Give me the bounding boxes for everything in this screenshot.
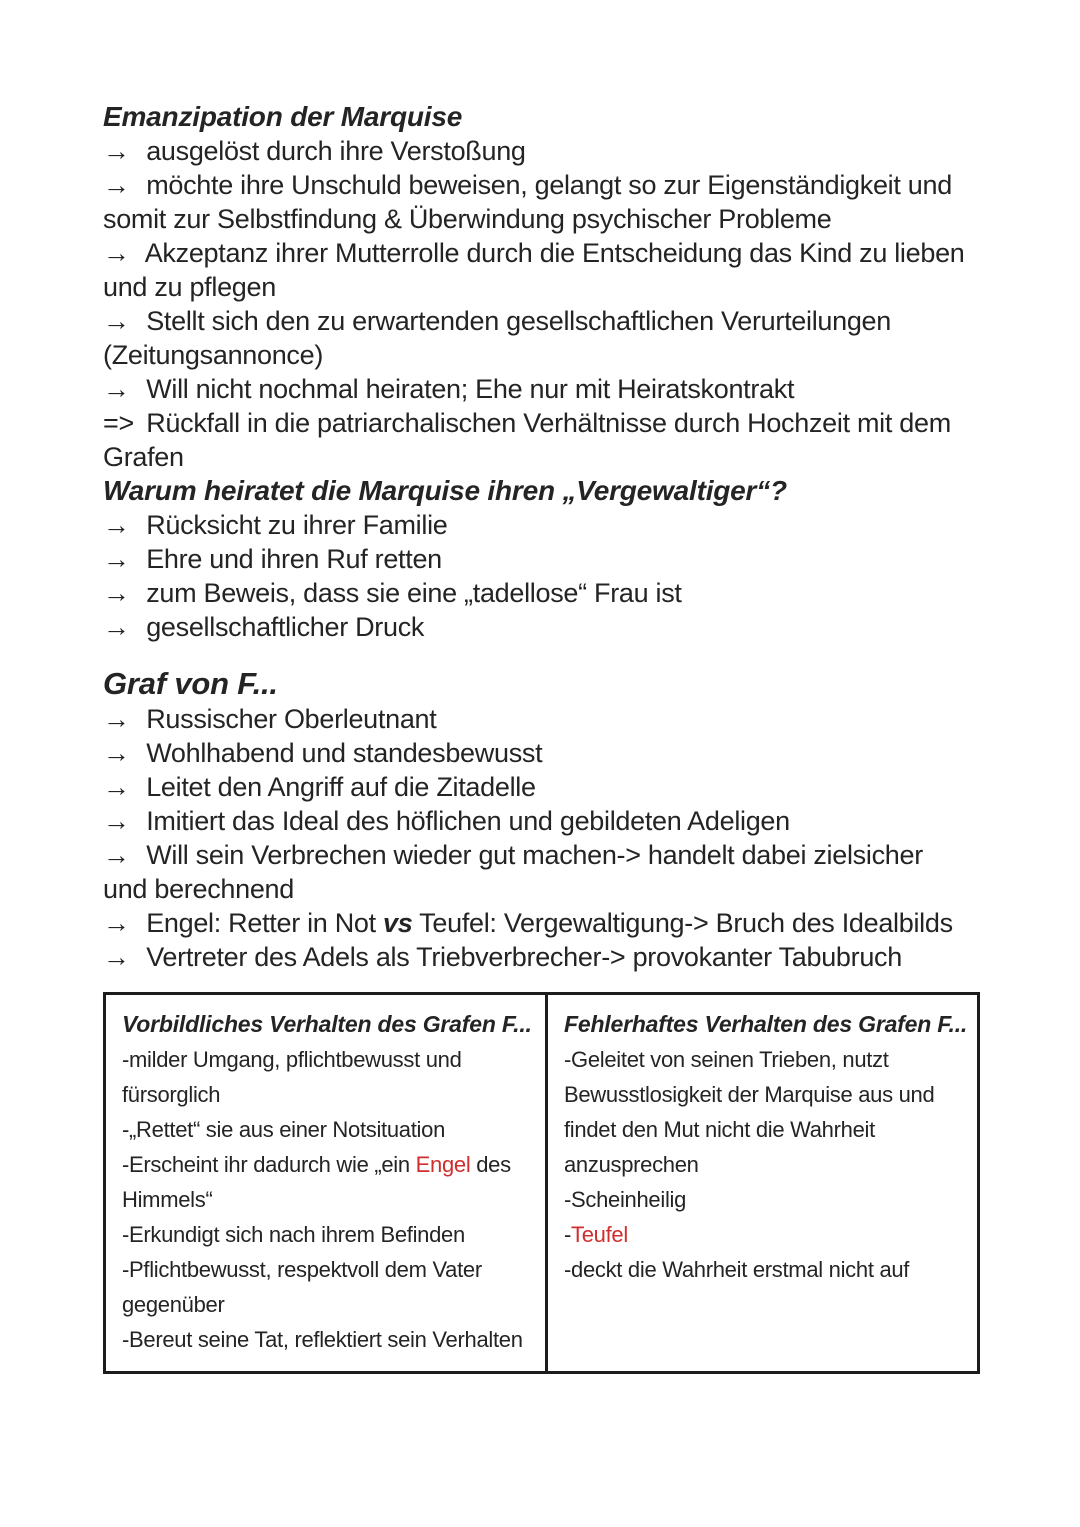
text-run: Leitet den Angriff auf die Zitadelle [146,772,536,802]
note-line [103,270,983,304]
table-cell-line [122,1182,529,1217]
highlight-red-text: Teufel [571,1222,628,1247]
text-run: somit zur Selbstfindung & Überwindung psychischer Probleme [103,204,832,234]
text-run: - [564,1222,572,1247]
note-line [103,406,983,440]
arrow-marker-icon: → [103,908,130,938]
note-line [103,202,983,236]
text-run: des [470,1152,511,1177]
arrow-marker-icon: → [103,806,130,836]
table-cell-line [564,1112,961,1147]
note-line [103,338,983,372]
note-line [103,804,983,838]
arrow-marker-icon: → [103,136,130,166]
table-cell-line [122,1217,529,1252]
note-line [103,304,983,338]
note-line [103,236,983,270]
table-cell-line [122,1287,529,1322]
arrow-marker-icon: → [103,170,130,200]
text-run: gegenüber [122,1292,225,1317]
table-cell-line [564,1217,961,1252]
arrow-marker-icon: → [103,510,130,540]
implies-marker-icon: => [103,408,134,438]
arrow-marker-icon: → [103,772,130,802]
text-run: (Zeitungsannonce) [103,340,324,370]
table-cell-line [122,1322,529,1357]
text-run: Will nicht nochmal heiraten; Ehe nur mit Heiratskontrakt [146,374,795,404]
text-run: -Pflichtbewusst, respektvoll dem Vater [122,1257,482,1282]
table-cell-line [122,1252,529,1287]
arrow-marker-icon: → [103,942,130,972]
arrow-marker-icon: → [103,374,130,404]
text-run: findet den Mut nicht die Wahrheit [564,1117,875,1142]
table-column-header: Vorbildliches Verhalten des Grafen F... [122,1011,532,1037]
comparison-table [103,992,980,1374]
text-run: Wohlhabend und standesbewusst [146,738,543,768]
text-run: gesellschaftlicher Druck [146,612,425,642]
table-cell-line [122,1147,529,1182]
text-run: möchte ihre Unschuld beweisen, gelangt so zur Eigenständigkeit und [146,170,952,200]
text-run: fürsorglich [122,1082,221,1107]
arrow-marker-icon: → [103,704,130,734]
arrow-marker-icon: → [103,238,130,268]
text-run: Vertreter des Adels als Triebverbrecher-> provokanter Tabubruch [146,942,902,972]
arrow-marker-icon: → [103,738,130,768]
text-run: -milder Umgang, pflichtbewusst und [122,1047,462,1072]
text-run: Russischer Oberleutnant [146,704,437,734]
text-run: und zu pflegen [103,272,276,302]
text-run: -Geleitet von seinen Trieben, nutzt [564,1047,889,1072]
table-row [105,994,979,1373]
note-line [103,702,983,736]
arrow-marker-icon: → [103,544,130,574]
table-cell-line [564,1077,961,1112]
table-column-exemplary-behavior [105,994,547,1373]
text-run: -Bereut seine Tat, reflektiert sein Verhalten [122,1327,523,1352]
table-cell-line [564,1042,961,1077]
text-run: Akzeptanz ihrer Mutterrolle durch die Entscheidung das Kind zu lieben [144,238,965,268]
note-line [103,736,983,770]
text-run: -deckt die Wahrheit erstmal nicht auf [564,1257,910,1282]
text-run: -Erscheint ihr dadurch wie „ein [122,1152,416,1177]
section-heading: Warum heiratet die Marquise ihren „Vergewaltiger“? [103,475,787,506]
text-run: Himmels“ [122,1187,213,1212]
text-run: Rückfall in die patriarchalischen Verhältnisse durch Hochzeit mit dem [146,408,951,438]
text-run: Will sein Verbrechen wieder gut machen-> handelt dabei zielsicher [146,840,923,870]
note-line [103,838,983,872]
section-heading: Graf von F... [103,666,278,701]
text-run: anzusprechen [564,1152,699,1177]
table-cell-line [122,1112,529,1147]
text-run: zum Beweis, dass sie eine „tadellose“ Frau ist [146,578,682,608]
arrow-marker-icon: → [103,612,130,642]
table-cell-line [122,1042,529,1077]
table-cell-line [564,1182,961,1217]
note-line [103,372,983,406]
table-cell-line [122,1077,529,1112]
arrow-marker-icon: → [103,578,130,608]
notes-content [103,100,983,974]
note-line [103,906,983,940]
note-line [103,872,983,906]
text-run: und berechnend [103,874,294,904]
arrow-marker-icon: → [103,306,130,336]
table-column-faulty-behavior [547,994,979,1373]
text-run: ausgelöst durch ihre Verstoßung [146,136,526,166]
text-run: Stellt sich den zu erwartenden gesellschaftlichen Verurteilungen [146,306,891,336]
note-line [103,576,983,610]
note-line [103,542,983,576]
text-run: -Scheinheilig [564,1187,687,1212]
text-run: -„Rettet“ sie aus einer Notsituation [122,1117,446,1142]
text-run: Engel: Retter in Not [146,908,384,938]
table-cell-line [564,1252,961,1287]
note-line [103,770,983,804]
emphasized-text: vs [383,908,413,938]
arrow-marker-icon: → [103,840,130,870]
text-run: -Erkundigt sich nach ihrem Befinden [122,1222,465,1247]
highlight-red-text: Engel [415,1152,471,1177]
note-line [103,940,983,974]
note-line [103,168,983,202]
text-run: Ehre und ihren Ruf retten [146,544,442,574]
note-line [103,134,983,168]
note-line [103,508,983,542]
table-cell-line [564,1147,961,1182]
text-run: Bewusstlosigkeit der Marquise aus und [564,1082,935,1107]
text-run: Rücksicht zu ihrer Familie [146,510,448,540]
section-spacer [103,644,983,666]
table-column-header: Fehlerhaftes Verhalten des Grafen F... [564,1011,968,1037]
note-line [103,610,983,644]
text-run: Imitiert das Ideal des höflichen und gebildeten Adeligen [146,806,790,836]
text-run: Teufel: Vergewaltigung-> Bruch des Idealbilds [412,908,953,938]
text-run: Grafen [103,442,184,472]
section-heading: Emanzipation der Marquise [103,101,463,132]
note-line [103,440,983,474]
